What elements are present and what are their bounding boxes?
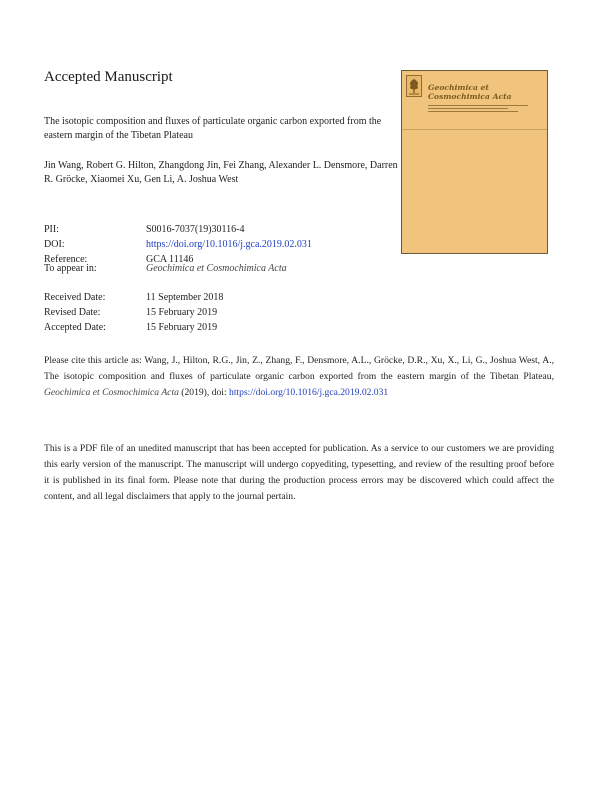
received-value: 11 September 2018 [146, 292, 224, 303]
cover-header [402, 71, 547, 130]
revised-label: Revised Date: [44, 307, 101, 318]
appear-label: To appear in: [44, 263, 97, 274]
citation-journal: Geochimica et Cosmochimica Acta [44, 387, 179, 398]
received-row [44, 290, 223, 305]
elsevier-tree-icon [406, 75, 422, 97]
cover-subtitle-lines [428, 105, 528, 114]
appear-journal: Geochimica et Cosmochimica Acta [146, 263, 287, 274]
cover-title-line2: Cosmochimica Acta [428, 91, 512, 101]
cover-title-line1: Geochimica et [428, 83, 489, 92]
citation-doi-link[interactable]: https://doi.org/10.1016/j.gca.2019.02.031 [229, 387, 389, 398]
revised-row [44, 305, 223, 320]
dates-block [44, 290, 223, 335]
revised-value: 15 February 2019 [146, 307, 218, 318]
accepted-row [44, 320, 223, 335]
citation-paragraph [44, 353, 554, 401]
citation-middle: (2019), doi: [178, 387, 230, 398]
doi-link[interactable]: https://doi.org/10.1016/j.gca.2019.02.031 [146, 239, 312, 250]
pii-label: PII: [44, 224, 59, 235]
appear-block [44, 261, 287, 276]
author-list: Jin Wang, Robert G. Hilton, Zhangdong Jin, Fei Zhang, Alexander L. Densmore, Darren R. Gröcke, Xiaomei Xu, Gen Li, A. Joshua West [44, 160, 398, 185]
disclaimer-paragraph: This is a PDF file of an unedited manuscript that has been accepted for publication. As a service to our customers we are providing this early version of the manuscript. The manuscript will undergo copyediting, typesetting, and review of the resulting proof before it is published in its final form. Please note that during the production process errors may be discovered which could affect the content, and all legal disclaimers that apply to the journal pertain. [44, 443, 554, 502]
accepted-value: 15 February 2019 [146, 322, 218, 333]
reference-label: Reference: [44, 254, 88, 265]
journal-cover [401, 70, 548, 254]
article-title: The isotopic composition and fluxes of particulate organic carbon exported from the eastern margin of the Tibetan Plateau [44, 116, 382, 141]
pii-row [44, 222, 312, 237]
doi-label: DOI: [44, 239, 65, 250]
received-label: Received Date: [44, 292, 106, 303]
accepted-label: Accepted Date: [44, 322, 106, 333]
reference-value: GCA 11146 [146, 254, 194, 265]
pii-value: S0016-7037(19)30116-4 [146, 224, 245, 235]
cover-journal-title [428, 84, 543, 101]
appear-row [44, 261, 287, 276]
doi-row [44, 237, 312, 252]
page-heading: Accepted Manuscript [44, 69, 173, 85]
citation-prefix: Please cite this article as: Wang, J., Hilton, R.G., Jin, Z., Zhang, F., Densmore, A.L., Gröcke, D.R., Xu, X., Li, G., Joshua West, A., The isotopic composition and fluxes of particulate organic carbon exported from the eastern margin of the Tibetan Plateau, [44, 355, 554, 382]
